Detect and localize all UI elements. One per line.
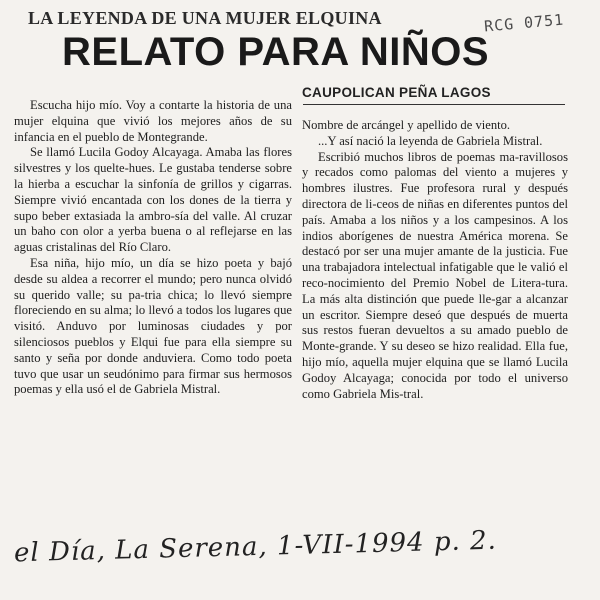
article-kicker: LA LEYENDA DE UNA MUJER ELQUINA	[28, 8, 382, 28]
handwritten-source-note: el Día, La Serena, 1-VII-1994 p. 2.	[13, 525, 498, 569]
paragraph: Se llamó Lucila Godoy Alcayaga. Amaba las flores silvestres y los quelte-hues. Le gustaba tenderse sobre la hierba a escuchar la sinfonía de grillos y cigarras. Siempre vivió encantada con los dones de la tierra y supo beber extasiada la ambro-sía del valle. Al cruzar un baho con olor a yerba buena o al reflejarse en las aguas cristalinas del Río Claro.	[14, 145, 292, 255]
byline-rule	[303, 104, 565, 105]
article-column-right	[302, 118, 568, 402]
article-headline: RELATO PARA NIÑOS	[62, 30, 490, 74]
paragraph: Nombre de arcángel y apellido de viento.	[302, 118, 511, 132]
paragraph: Escucha hijo mío. Voy a contarte la historia de una mujer elquina que vivió los mejores años de su infancia en el pueblo de Montegrande.	[14, 98, 292, 144]
author-byline: CAUPOLICAN PEÑA LAGOS	[302, 85, 491, 100]
paragraph: ...Y así nació la leyenda de Gabriela Mistral.	[318, 133, 543, 148]
archive-reference-code: RCG 0751	[483, 10, 565, 36]
paragraph: Escribió muchos libros de poemas ma-ravillosos y recados como palomas del viento a mujeres y hombres ilustres. Fue profesora rural y después directora de li-ceos de niñas en diferentes puntos del país. Amaba a los niños y a los campesinos. A los indios aborígenes de nuestra América morena. Se destacó por ser una mujer amante de la justicia. Fue una trabajadora intelectual infatigable que le valió el reco-nocimiento del Premio Nobel de Litera-tura. La más alta distinción que puede lle-gar a alcanzar un escritor. Siempre deseó que después de muerta sus restos fueran devueltos a su amado pueblo de Monte-grande. Y su deseo se hizo realidad. Ella fue, hijo mío, aquella mujer elquina que se llamó Lucila Godoy Alcayaga; conocida por todo el universo como Gabriela Mis-tral.	[302, 149, 568, 401]
article-column-left	[14, 98, 292, 398]
paragraph: Esa niña, hijo mío, un día se hizo poeta y bajó desde su aldea a recorrer el mundo; pero nunca olvidó su querido valle; su pa-tria chica; lo llevó siempre floreciendo en su alma; lo llevó a todos los lugares que visitó. Anduvo por luminosas ciudades y por silenciosos pueblos y Elqui fue para ella siempre su santo y seña por donde anduviera. Como todo poeta tuvo que usar un seudónimo para firmar sus hermosos poemas y ella usó el de Gabriela Mistral.	[14, 255, 292, 397]
